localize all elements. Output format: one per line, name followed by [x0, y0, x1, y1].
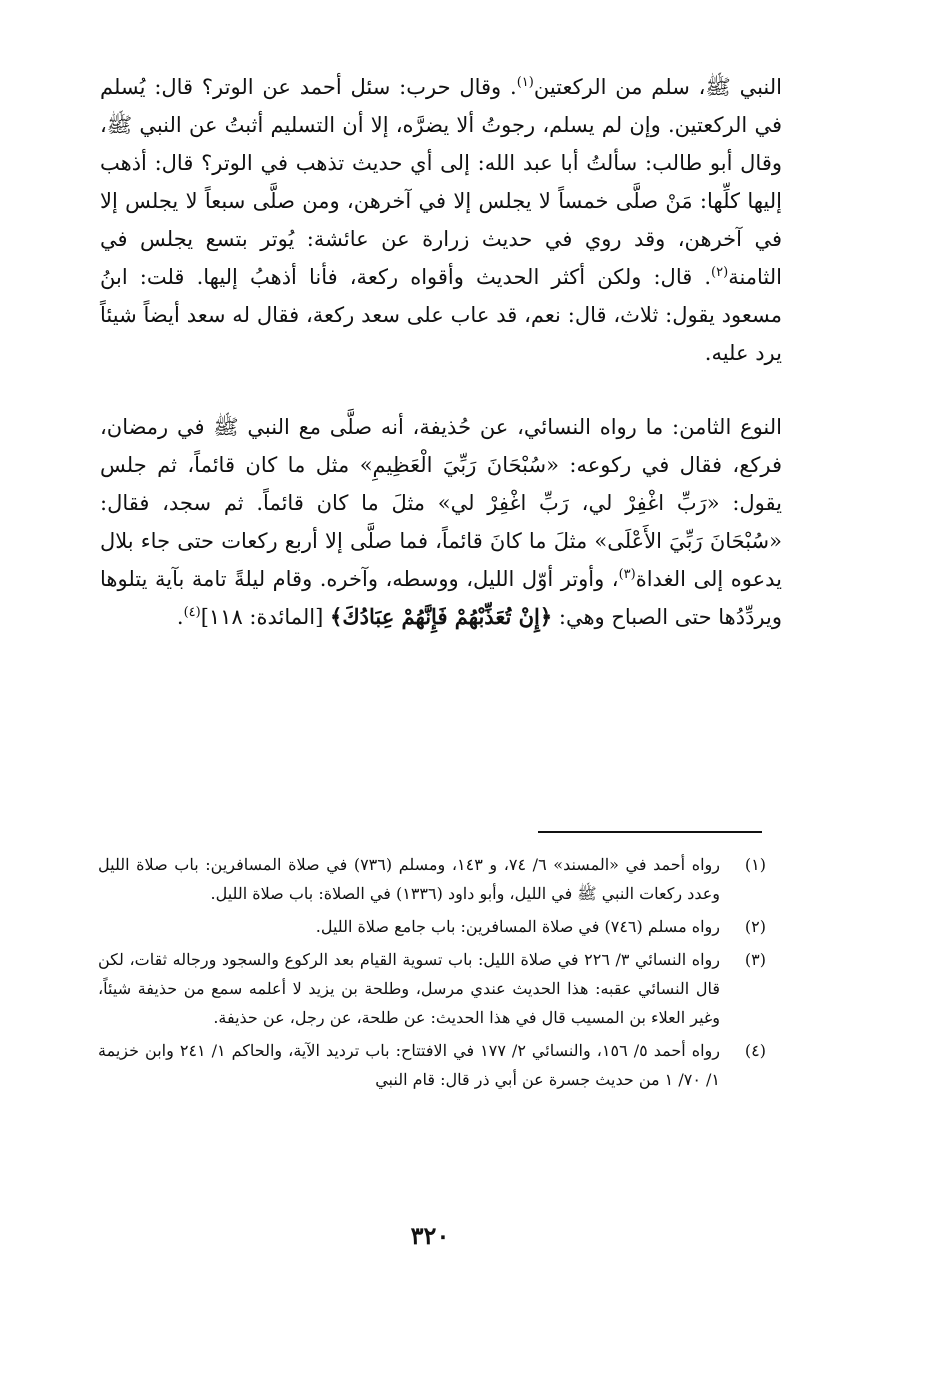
footnote-number: (٢): [744, 917, 766, 936]
text-segment: النبي ﷺ، سلم من الركعتين: [533, 75, 782, 99]
footnote-ref-3[interactable]: (٣): [618, 567, 636, 582]
footnote-ref-4[interactable]: (٤): [183, 605, 201, 620]
text-segment: .: [176, 605, 184, 629]
footnote-text: رواه مسلم (٧٤٦) في صلاة المسافرين: باب جامع صلاة الليل.: [315, 917, 720, 936]
page-number: ٣٢٠: [410, 1221, 450, 1250]
text-segment: النوع الثامن: ما رواه النسائي، عن حُذيفة، أنه صلَّى مع النبي ﷺ في رمضان، فركع، فقال في ركوعه: «سُبْحَانَ رَبِّيَ الْعَظِيمِ» مثل ما كان قائماً، ثم جلس يقول: «رَبِّ اغْفِرْ لي، رَبِّ اغْفِرْ لي» مثلَ ما كان قائماً. ثم سجد، فقال: «سُبْحَانَ رَبِّيَ الأَعْلَى» مثلَ ما كانَ قائماً، فما صلَّى إلا أربع ركعات حتى جاء بلال يدعوه إلى الغداة: [100, 415, 782, 591]
footnote-text: رواه أحمد ٥/ ١٥٦، والنسائي ٢/ ١٧٧ في الافتتاح: باب ترديد الآية، والحاكم ١/ ٢٤١ وابن خزيمة ١/ ٧٠/ ١ من حديث جسرة عن أبي ذر قال: قام النبي: [98, 1041, 720, 1089]
text-segment: ، وأوتر أوّل الليل، ووسطه، وآخره. وقام ليلةً تامة بآية يتلوها ويردِّدُها حتى الصباح وهي:: [100, 567, 782, 629]
footnote-number: (٣): [744, 950, 766, 969]
footnote-3: [98, 945, 766, 1032]
footnote-ref-2[interactable]: (٢): [711, 265, 729, 280]
footnote-number: (٤): [744, 1041, 766, 1060]
footnote-4: [98, 1036, 766, 1094]
paragraph-2: [100, 408, 782, 636]
footnote-text: رواه أحمد في «المسند» ٦/ ٧٤، و ١٤٣، ومسلم (٧٣٦) في صلاة المسافرين: باب صلاة الليل وعدد ركعات النبي ﷺ في الليل، وأبو داود (١٣٣٦) في الصلاة: باب صلاة الليل.: [98, 855, 720, 903]
footnote-number: (١): [744, 855, 766, 874]
footnote-2: [98, 912, 766, 941]
quran-verse: ﴿إِنْ تُعَذِّبْهُمْ فَإِنَّهُمْ عِبَادُكَ﴾: [330, 604, 553, 629]
text-segment: . قال: ولكن أكثر الحديث وأقواه ركعة، فأنا أذهبُ إليها. قلت: ابنُ مسعود يقول: ثلاث، قال: نعم، قد عاب على سعد ركعة، فقال له سعد أيضاً شيئاً يرد عليه.: [100, 265, 782, 365]
footnote-text: رواه النسائي ٣/ ٢٢٦ في صلاة الليل: باب تسوية القيام بعد الركوع والسجود ورجاله ثقات، لكن قال النسائي عقبه: هذا الحديث عندي مرسل، وطلحة بن يزيد لا أعلمه سمع من حذيفة شيئاً، وغير العلاء بن المسيب قال في هذا الحديث: عن طلحة، عن رجل، عن حذيفة.: [98, 950, 720, 1027]
footnote-divider: [538, 831, 762, 833]
verse-reference: [المائدة: ١١٨]: [200, 605, 331, 629]
footnote-1: [98, 850, 766, 908]
paragraph-1: [100, 68, 782, 372]
main-text: [100, 68, 782, 636]
footnote-ref-1[interactable]: (١): [516, 75, 534, 90]
footnotes: [98, 850, 766, 1098]
text-segment: . وقال حرب: سئل أحمد عن الوتر؟ قال: يُسلم في الركعتين. وإن لم يسلم، رجوتُ ألا يضرَّه، إلا أن التسليم أثبتُ عن النبي ﷺ، وقال أبو طالب: سألتُ أبا عبد الله: إلى أي حديث تذهب في الوتر؟ قال: أذهب إليها كلِّها: مَنْ صلَّى خمساً لا يجلس إلا في آخرهن، ومن صلَّى سبعاً لا يجلس إلا في آخرهن، وقد روي في حديث زرارة عن عائشة: يُوتر بتسع يجلس في الثامنة: [100, 75, 782, 289]
